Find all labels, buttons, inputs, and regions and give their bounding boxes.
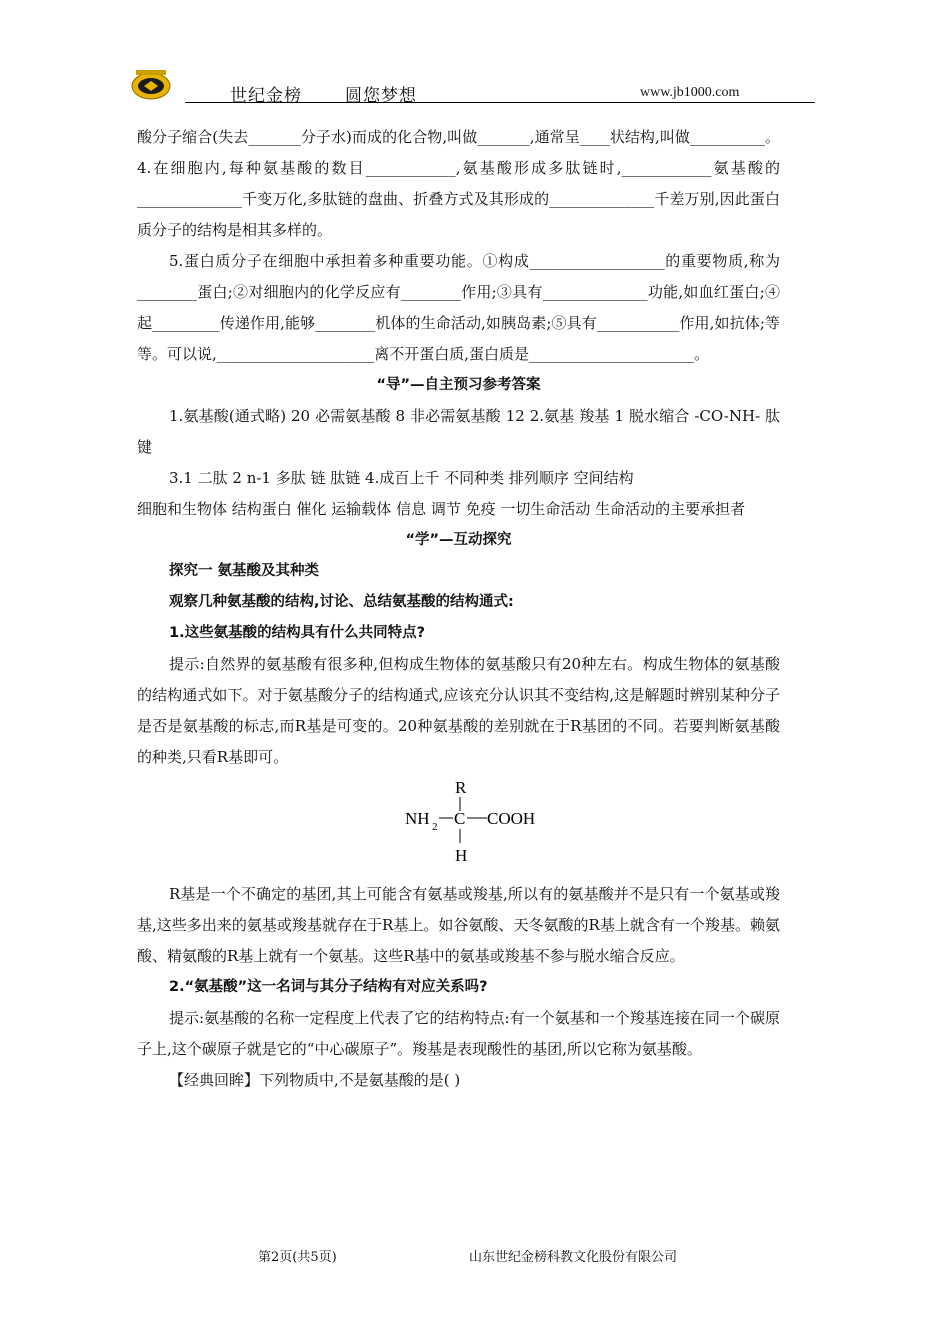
hint-1: 提示:自然界的氨基酸有很多种,但构成生物体的氨基酸只有20种左右。构成生物体的氨基酸的结构通式如下。对于氨基酸分子的结构通式,应该充分认识其不变结构,这是解题时辨别某种分子是否是氨基酸的标志,而R基是可变的。20种氨基酸的差别就在于R基团的不同。若要判断氨基酸的种类,只看R基即可。 [137,655,780,766]
logo-icon [130,64,172,102]
formula-nh: NH [405,809,430,828]
r-group-paragraph: R基是一个不确定的基团,其上可能含有氨基或羧基,所以有的氨基酸并不是只有一个氨基或羧基,这些多出来的氨基或羧基就存在于R基上。如谷氨酸、天冬氨酸的R基上就含有一个羧基。赖氨酸、精氨酸的R基上就有一个氨基。这些R基中的氨基或羧基不参与脱水缩合反应。 [137,885,780,965]
header-title: 世纪金榜 [230,86,302,106]
explore-1-title: 探究一 氨基酸及其种类 [169,563,320,579]
fill-paragraph-1: 酸分子缩合(失去_______分子水)而成的化合物,叫做_______,通常呈____状结构,叫做__________。 4.在细胞内,每种氨基酸的数目____________,氨基酸形成多肽链时,____________氨基酸的______________千变万化,多肽链的盘曲、折叠方式及其形成的______________千差万别,因此蛋白质分子的结构是相其多样的。 [137,128,780,239]
fill-paragraph-2: 5.蛋白质分子在细胞中承担着多种重要功能。①构成__________________的重要物质,称为________蛋白;②对细胞内的化学反应有________作用;③具有______________功能,如血红蛋白;④起_________传递作用,能够________机体的生命活动,如胰岛素;⑤具有___________作用,如抗体;等等。可以说,_____________________离不开蛋白质,蛋白质是______________________。 [137,252,780,363]
header-url[interactable]: www.jb1000.com [640,85,740,100]
formula-cooh: COOH [487,809,536,828]
classic-review: 【经典回眸】下列物质中,不是氨基酸的是( ) [169,1071,461,1089]
hint-2: 提示:氨基酸的名称一定程度上代表了它的结构特点:有一个氨基和一个羧基连接在同一个碳原子上,这个碳原子就是它的“中心碳原子”。羧基是表现酸性的基团,所以它称为氨基酸。 [137,1009,780,1058]
page-header [130,64,815,104]
formula-r: R [455,778,467,797]
amino-acid-formula [137,775,780,871]
learn-heading: “学”—互动探究 [405,532,512,548]
formula-h: H [455,846,468,865]
footer-page-number: 第2页(共5页) [258,1250,337,1265]
answer-line-3: 细胞和生物体 结构蛋白 催化 运输载体 信息 调节 免疫 一切生命活动 生命活动的主要承担者 [137,500,746,518]
header-rule [185,102,815,103]
footer-company: 山东世纪金榜科教文化股份有限公司 [469,1250,678,1265]
header-slogan: 圆您梦想 [345,86,417,106]
answers-heading: “导”—自主预习参考答案 [376,377,541,393]
question-1: 1.这些氨基酸的结构具有什么共同特点? [169,625,426,641]
formula-diagram [137,775,780,871]
observe-instruction: 观察几种氨基酸的结构,讨论、总结氨基酸的结构通式: [169,594,514,610]
answer-line-1: 1.氨基酸(通式略) 20 必需氨基酸 8 非必需氨基酸 12 2.氨基 羧基 1 脱水缩合 -CO-NH- 肽键 [137,407,780,456]
page-content [137,122,780,1096]
answer-line-2: 3.1 二肽 2 n-1 多肽 链 肽链 4.成百上千 不同种类 排列顺序 空间结构 [169,469,634,487]
formula-c: C [454,809,466,828]
question-2: 2.“氨基酸”这一名词与其分子结构有对应关系吗? [169,979,488,995]
formula-nh-sub: 2 [432,821,438,833]
